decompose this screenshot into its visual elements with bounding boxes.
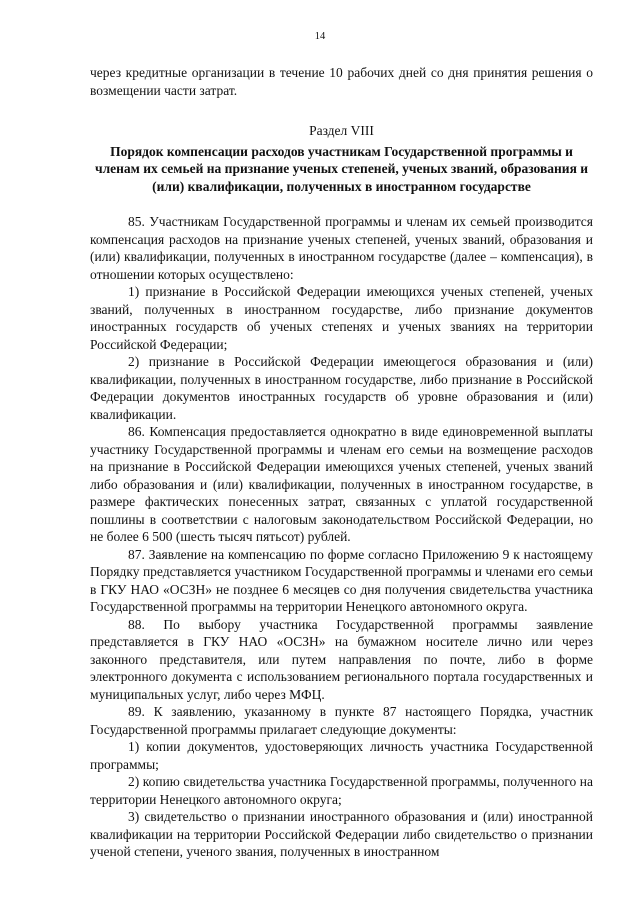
section-title: Порядок компенсации расходов участникам Государственной программы и членам их семьей на признание ученых степеней, ученых званий, образования и (или) квалификации, полученных в иностранном государстве <box>94 143 589 194</box>
paragraph-89: 89. К заявлению, указанному в пункте 87 настоящего Порядка, участник Государственной программы прилагает следующие документы: <box>90 704 593 737</box>
page-number: 14 <box>314 31 326 42</box>
section-number: Раздел VIII <box>309 123 374 138</box>
paragraph-88: 88. По выбору участника Государственной программы заявление представляется в ГКУ НАО «ОСЗН» на бумажном носителе лично или через законного представителя, или путем направления по почте, либо в форме электронного документа с использованием регионального портала государственных и муниципальных услуг, либо через МФЦ. <box>90 616 593 702</box>
page-content <box>90 64 593 861</box>
list-item-1: 1) признание в Российской Федерации имеющихся ученых степеней, ученых званий, полученных в иностранном государстве, либо признание документов иностранных государств об ученых степенях и ученых званиях на территории Российской Федерации; <box>90 284 593 352</box>
document-list-item-3: 3) свидетельство о признании иностранного образования и (или) иностранной квалификации на территории Российской Федерации либо свидетельство о признании ученой степени, ученого звания, полученных в иностранном <box>90 809 593 859</box>
document-list-item-2: 2) копию свидетельства участника Государственной программы, полученного на территории Ненецкого автономного округа; <box>90 774 593 807</box>
document-list-item-1: 1) копии документов, удостоверяющих личность участника Государственной программы; <box>90 739 593 772</box>
paragraph-87: 87. Заявление на компенсацию по форме согласно Приложению 9 к настоящему Порядку представляется участником Государственной программы и членами его семьи в ГКУ НАО «ОСЗН» не позднее 6 месяцев со дня получения свидетельства участника Государственной программы на территории Ненецкого автономного округа. <box>90 546 593 614</box>
paragraph-85: 85. Участникам Государственной программы и членам их семьей производится компенсация расходов на признание ученых степеней, ученых званий, образования и (или) квалификации, полученных в иностранном государстве (далее – компенсация), в отношении которых осуществлено: <box>90 214 593 282</box>
intro-paragraph: через кредитные организации в течение 10 рабочих дней со дня принятия решения о возмещении части затрат. <box>90 65 593 98</box>
paragraph-86: 86. Компенсация предоставляется однократно в виде единовременной выплаты участнику Государственной программы и членам его семьи на возмещение расходов на признание в Российской Федерации имеющихся ученых степеней, ученых званий либо образования и (или) квалификации, полученных в иностранном государстве, в размере фактических понесенных затрат, связанных с уплатой государственной пошлины в соответствии с налоговым законодательством Российской Федерации, но не более 6 500 (шесть тысяч пятьсот) рублей. <box>90 424 593 544</box>
list-item-2: 2) признание в Российской Федерации имеющегося образования и (или) квалификации, полученных в иностранном государстве, либо признание в Российской Федерации документов иностранных государств об уровне образования и (или) квалификации. <box>90 354 593 422</box>
